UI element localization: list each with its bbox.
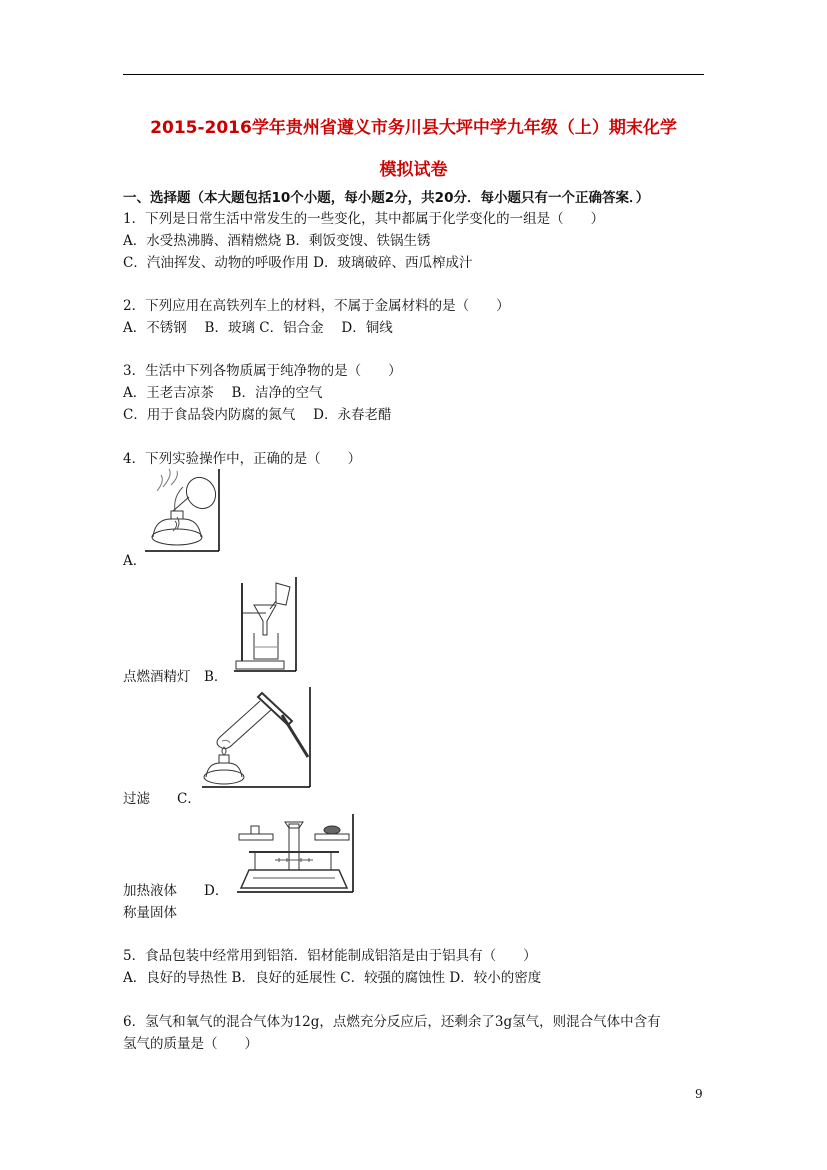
q4-option-b-label: 点燃酒精灯 B． (123, 669, 228, 685)
q1-options-cd: C．汽油挥发、动物的呼吸作用 D．玻璃破碎、西瓜榨成汁 (123, 255, 473, 271)
header-rule (123, 74, 704, 75)
q5-stem: 5．食品包装中经常用到铝箔．铝材能制成铝箔是由于铝具有（ ） (123, 948, 537, 964)
q6-stem-line1: 6．氢气和氧气的混合气体为12g，点燃充分反应后，还剩余了3g氢气，则混合气体中含有 (123, 1014, 661, 1030)
q4-option-c-label: 过滤 C． (123, 791, 201, 807)
alcohol-lamp-lighting-figure (143, 467, 221, 557)
paper-title-line2: 模拟试卷 (379, 160, 448, 180)
heating-liquid-figure (200, 685, 312, 795)
balance-scale-figure (235, 812, 355, 896)
q6-stem-line2: 氢气的质量是（ ） (123, 1036, 258, 1052)
q3-options-cd: C．用于食品袋内防腐的氮气 D．永春老醋 (123, 407, 392, 423)
q1-options-ab: A．水受热沸腾、酒精燃烧 B．剩饭变馊、铁锅生锈 (123, 233, 431, 249)
q4-trailing-label: 称量固体 (123, 905, 177, 921)
q2-stem: 2．下列应用在高铁列车上的材料，不属于金属材料的是（ ） (123, 298, 510, 314)
paper-title-line1: 2015-2016学年贵州省遵义市务川县大坪中学九年级（上）期末化学 (150, 118, 677, 138)
section-heading: 一、选择题（本大题包括10个小题，每小题2分，共20分．每小题只有一个正确答案．） (123, 190, 650, 206)
q4-option-d-label: 加热液体 D． (123, 883, 229, 899)
q4-stem: 4．下列实验操作中，正确的是（ ） (123, 451, 362, 467)
q3-stem: 3．生活中下列各物质属于纯净物的是（ ） (123, 363, 402, 379)
q5-options: A．良好的导热性 B．良好的延展性 C．较强的腐蚀性 D．较小的密度 (123, 970, 542, 986)
q1-stem: 1．下列是日常生活中常发生的一些变化，其中都属于化学变化的一组是（ ） (123, 211, 605, 227)
q3-options-ab: A．王老吉凉茶 B．洁净的空气 (123, 385, 323, 401)
q4-option-a-label: A． (123, 553, 147, 569)
page-number: 9 (695, 1087, 703, 1101)
filtration-figure (232, 575, 298, 675)
q2-options: A．不锈钢 B．玻璃 C．铝合金 D．铜线 (123, 320, 393, 336)
